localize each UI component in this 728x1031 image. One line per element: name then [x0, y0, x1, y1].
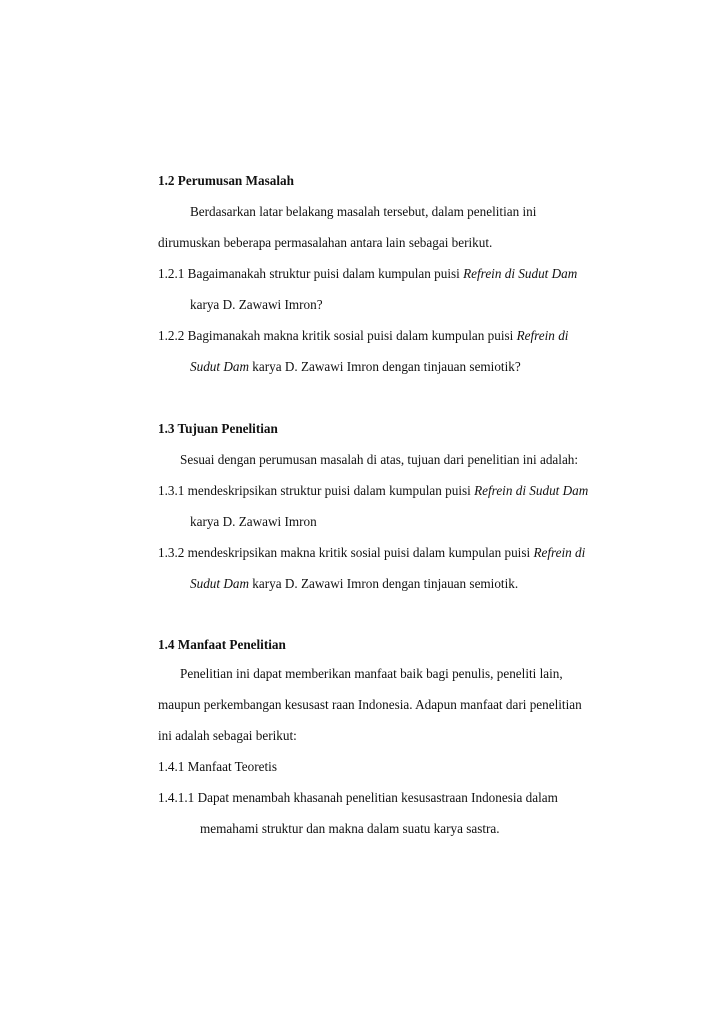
list-item-1-3-1	[158, 483, 588, 499]
list-item-text: 1.2.2 Bagimanakah makna kritik sosial puisi dalam kumpulan puisi	[158, 328, 517, 343]
list-item-text: karya D. Zawawi Imron dengan tinjauan semiotik?	[248, 359, 521, 374]
section-heading-1-2: 1.2 Perumusan Masalah	[158, 173, 294, 188]
paragraph-line: Berdasarkan latar belakang masalah tersebut, dalam penelitian ini	[190, 204, 537, 219]
book-title: Refrein di	[516, 328, 569, 343]
paragraph-line: Penelitian ini dapat memberikan manfaat baik bagi penulis, peneliti lain,	[180, 666, 563, 681]
list-item-1-2-2	[158, 328, 568, 344]
section-heading-1-3: 1.3 Tujuan Penelitian	[158, 421, 278, 436]
paragraph-line: dirumuskan beberapa permasalahan antara lain sebagai berikut.	[158, 235, 493, 250]
book-title: Refrein di	[533, 545, 586, 560]
section-heading-1-4: 1.4 Manfaat Penelitian	[158, 637, 286, 652]
book-title: Sudut Dam	[190, 576, 249, 591]
sub-heading-1-4-1: 1.4.1 Manfaat Teoretis	[158, 759, 277, 774]
paragraph-line: ini adalah sebagai berikut:	[158, 728, 297, 743]
paragraph-line: maupun perkembangan kesusast raan Indonesia. Adapun manfaat dari penelitian	[158, 697, 582, 712]
list-item-continuation	[190, 576, 518, 592]
book-title: Refrein di Sudut Dam	[474, 483, 589, 498]
list-item-1-4-1-1: 1.4.1.1 Dapat menambah khasanah penelitian kesusastraan Indonesia dalam	[158, 790, 558, 805]
list-item-text: karya D. Zawawi Imron dengan tinjauan semiotik.	[248, 576, 519, 591]
list-item-text: 1.2.1 Bagaimanakah struktur puisi dalam kumpulan puisi	[158, 266, 464, 281]
list-item-continuation: karya D. Zawawi Imron	[190, 514, 317, 529]
list-item-continuation: karya D. Zawawi Imron?	[190, 297, 323, 312]
list-item-1-3-2	[158, 545, 585, 561]
list-item-continuation	[190, 359, 521, 375]
list-item-text: 1.3.2 mendeskripsikan makna kritik sosial puisi dalam kumpulan puisi	[158, 545, 534, 560]
book-title: Refrein di Sudut Dam	[463, 266, 578, 281]
list-item-continuation: memahami struktur dan makna dalam suatu karya sastra.	[200, 821, 500, 836]
list-item-text: 1.3.1 mendeskripsikan struktur puisi dalam kumpulan puisi	[158, 483, 475, 498]
list-item-1-2-1	[158, 266, 577, 282]
paragraph-line: Sesuai dengan perumusan masalah di atas, tujuan dari penelitian ini adalah:	[180, 452, 579, 467]
book-title: Sudut Dam	[190, 359, 249, 374]
